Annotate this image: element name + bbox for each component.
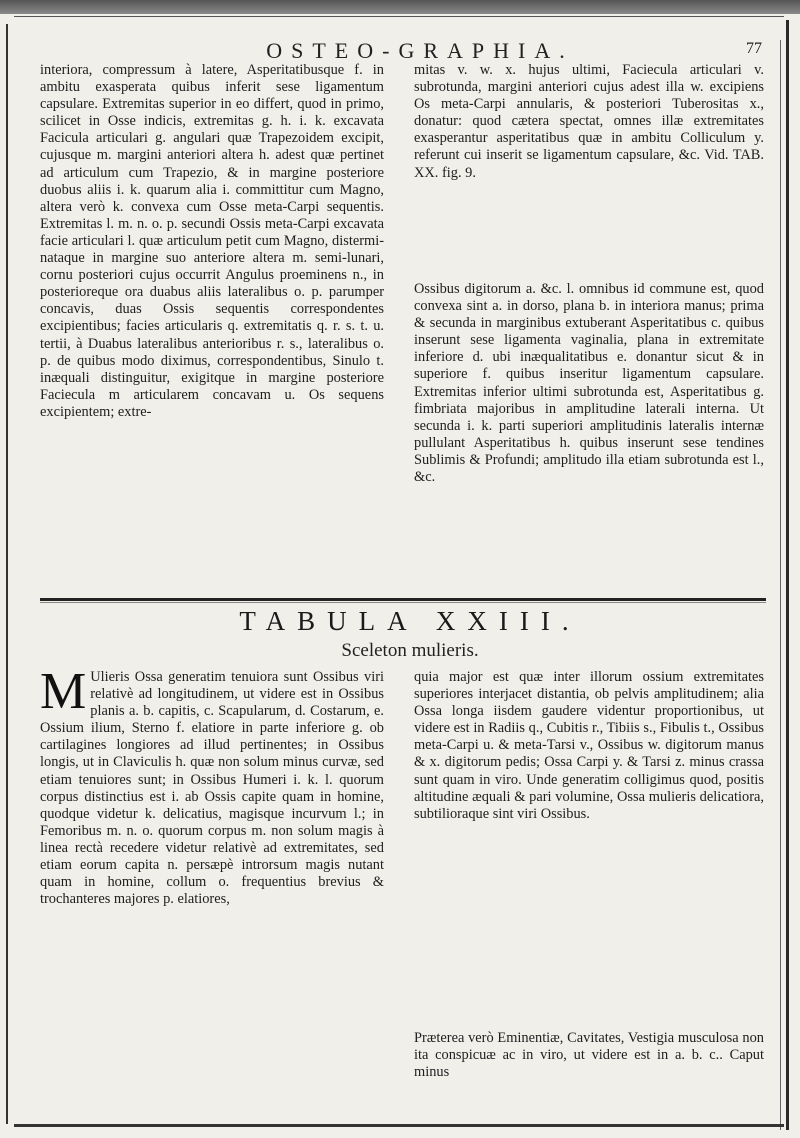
paragraph: interiora, compressum à latere, Asperitatibusque f. in ambitu exasperata quibus inferit sese ligamentum capsulare. Extremitas superior in eo differt, quod in primo, scilicet in Osse indicis, extremitas g. h. i. k. excavata Facicula articulari g. angulari quæ Trapezoidem excipit, cujusque m. margini anteriori altera h. adest quæ pertinet ad articulum cum Trapezio, & in margine posteriore duobus aliis i. k. quarum alia i. committitur cum Magno, altera verò k. convexa cum Osse meta-Carpi sequentis. Extremitas l. m. n. o. p. secundi Ossis meta-Carpi excavata facie articulari l. quæ articulum petit cum Magno, distermi-nataque in margine suo anteriore altera m. semi-lunari, cornu posteriori cujus occurrit Angulus proeminens n., in posterioreque ora duabus aliis lateralibus o. p. parumper concavis, duas Ossis sequentis correspondentes excipientibus; facies articularis q. extremitatis q. r. s. t. u. tertii, à Duabus lateralibus anterioribus r. s., lateralibus o. p. de quibus modo diximus, correspondentibus, Sinulo t. inæquali distinguitur, exigitque in margine posteriore Faciecula m articularem concavam u. Os sequens excipientem; extre- bbox=[40, 62, 384, 420]
right-column-middle bbox=[414, 281, 764, 593]
bottom-rule bbox=[14, 1124, 784, 1127]
left-column-top bbox=[40, 62, 384, 592]
paragraph: Præterea verò Eminentiæ, Cavitates, Vestigia musculosa non ita conspicuæ ac in viro, ut videre est in a. b. c.. Caput minus bbox=[414, 1030, 764, 1081]
top-rule bbox=[14, 16, 784, 17]
left-border-rule bbox=[6, 24, 8, 1124]
plate-subtitle: Sceleton mulieris. bbox=[341, 640, 479, 661]
plate-title: TABULA XXIII. bbox=[239, 606, 581, 636]
left-column-bottom bbox=[40, 669, 384, 1111]
paragraph: Ossibus digitorum a. &c. l. omnibus id commune est, quod convexa sint a. in dorso, plana b. in interiora manus; prima & secunda in marginibus extuberant Asperitatibus c. quibus inserunt sese ligamenta vaginalia, plana in extremitate inferiore d. ubi inæqualitatibus e. donantur sicut & in superiore f. quibus inseritur ligamentum capsulare. Extremitas inferior ultimi subrotunda est, Asperitatibus g. fimbriata majoribus in amplitudine laterali interna. Ut secunda i. k. parti superiori amplitudinis lateralis internæ pullulant Asperitatibus h. quibus inserunt sese tendines Sublimis & Profundi; amplitudo illa etiam subrotunda est l., &c. bbox=[414, 281, 764, 486]
paragraph: quia major est quæ inter illorum ossium extremitates superiores interjacet distantia, ob pelvis amplitudinem; alia Ossa longa iisdem gaudere videntur proportionibus, ut videre est in Radiis q., Cubitis r., Tibiis s., Fibulis t., Ossibus meta-Carpi u. & meta-Tarsi v., Ossibus w. digitorum manus & x. digitorum pedis; Ossa Carpi y. & Tarsi z. minus crassa sunt quam in viro. Unde generatim colligimus quod, positis altitudine æquali & pari volumine, Ossa mulieris delicatiora, subtilioraque sint viri Ossibus. bbox=[414, 669, 764, 822]
section-divider-thin bbox=[40, 602, 766, 603]
paragraph: mitas v. w. x. hujus ultimi, Faciecula articulari v. subrotunda, margini anteriori cujus adest illa w. excipiens Os meta-Carpi annularis, & posteriori Tuberositas x., donatur: quod cætera spectat, omnes illæ extremitates exasperantur asperitatibus quæ in ambitu Colliculum y. referunt cui inserit se ligamentum capsulare, &c. Vid. TAB. XX. fig. 9. bbox=[414, 62, 764, 181]
drop-cap: M bbox=[40, 669, 87, 720]
running-head: OSTEO-GRAPHIA. bbox=[266, 38, 574, 63]
right-column-last bbox=[414, 1030, 764, 1110]
section-divider bbox=[40, 598, 766, 601]
page-number: 77 bbox=[746, 40, 762, 57]
right-inner-rule bbox=[780, 40, 781, 1130]
right-border-rule bbox=[786, 20, 789, 1130]
paragraph bbox=[40, 669, 384, 908]
right-column-bottom bbox=[414, 669, 764, 889]
paragraph-text: Ulieris Ossa generatim tenuiora sunt Ossibus viri relativè ad longitudinem, ut videre est in Ossibus planis a. b. capitis, c. Scapularum, d. Costarum, e. Ossium ilium, Sterno f. elatiore in parte inferiore g. ob cartilagines longiores ad illud pertinentes; in Ossibus longis, ut in Claviculis h. quæ non solum minus curvæ, sed etiam tenuiores sunt; in Ossibus Humeri i. k. l. quorum corpus distinctius est i. ab Ossis capite quam in homine, quodque videtur k. delicatius, magisque incurvum l.; in Femoribus m. n. o. quorum corpus m. non solum magis à linea rectà recedere videtur relativè ad extremitates, sed etiam eorum capita n. persæpè introrsum magis nutant quam in homine, collum o. frequentius brevius & trochanteres majores p. elatiores, bbox=[40, 669, 384, 908]
top-edge-band bbox=[0, 0, 800, 14]
right-column-top bbox=[414, 62, 764, 242]
